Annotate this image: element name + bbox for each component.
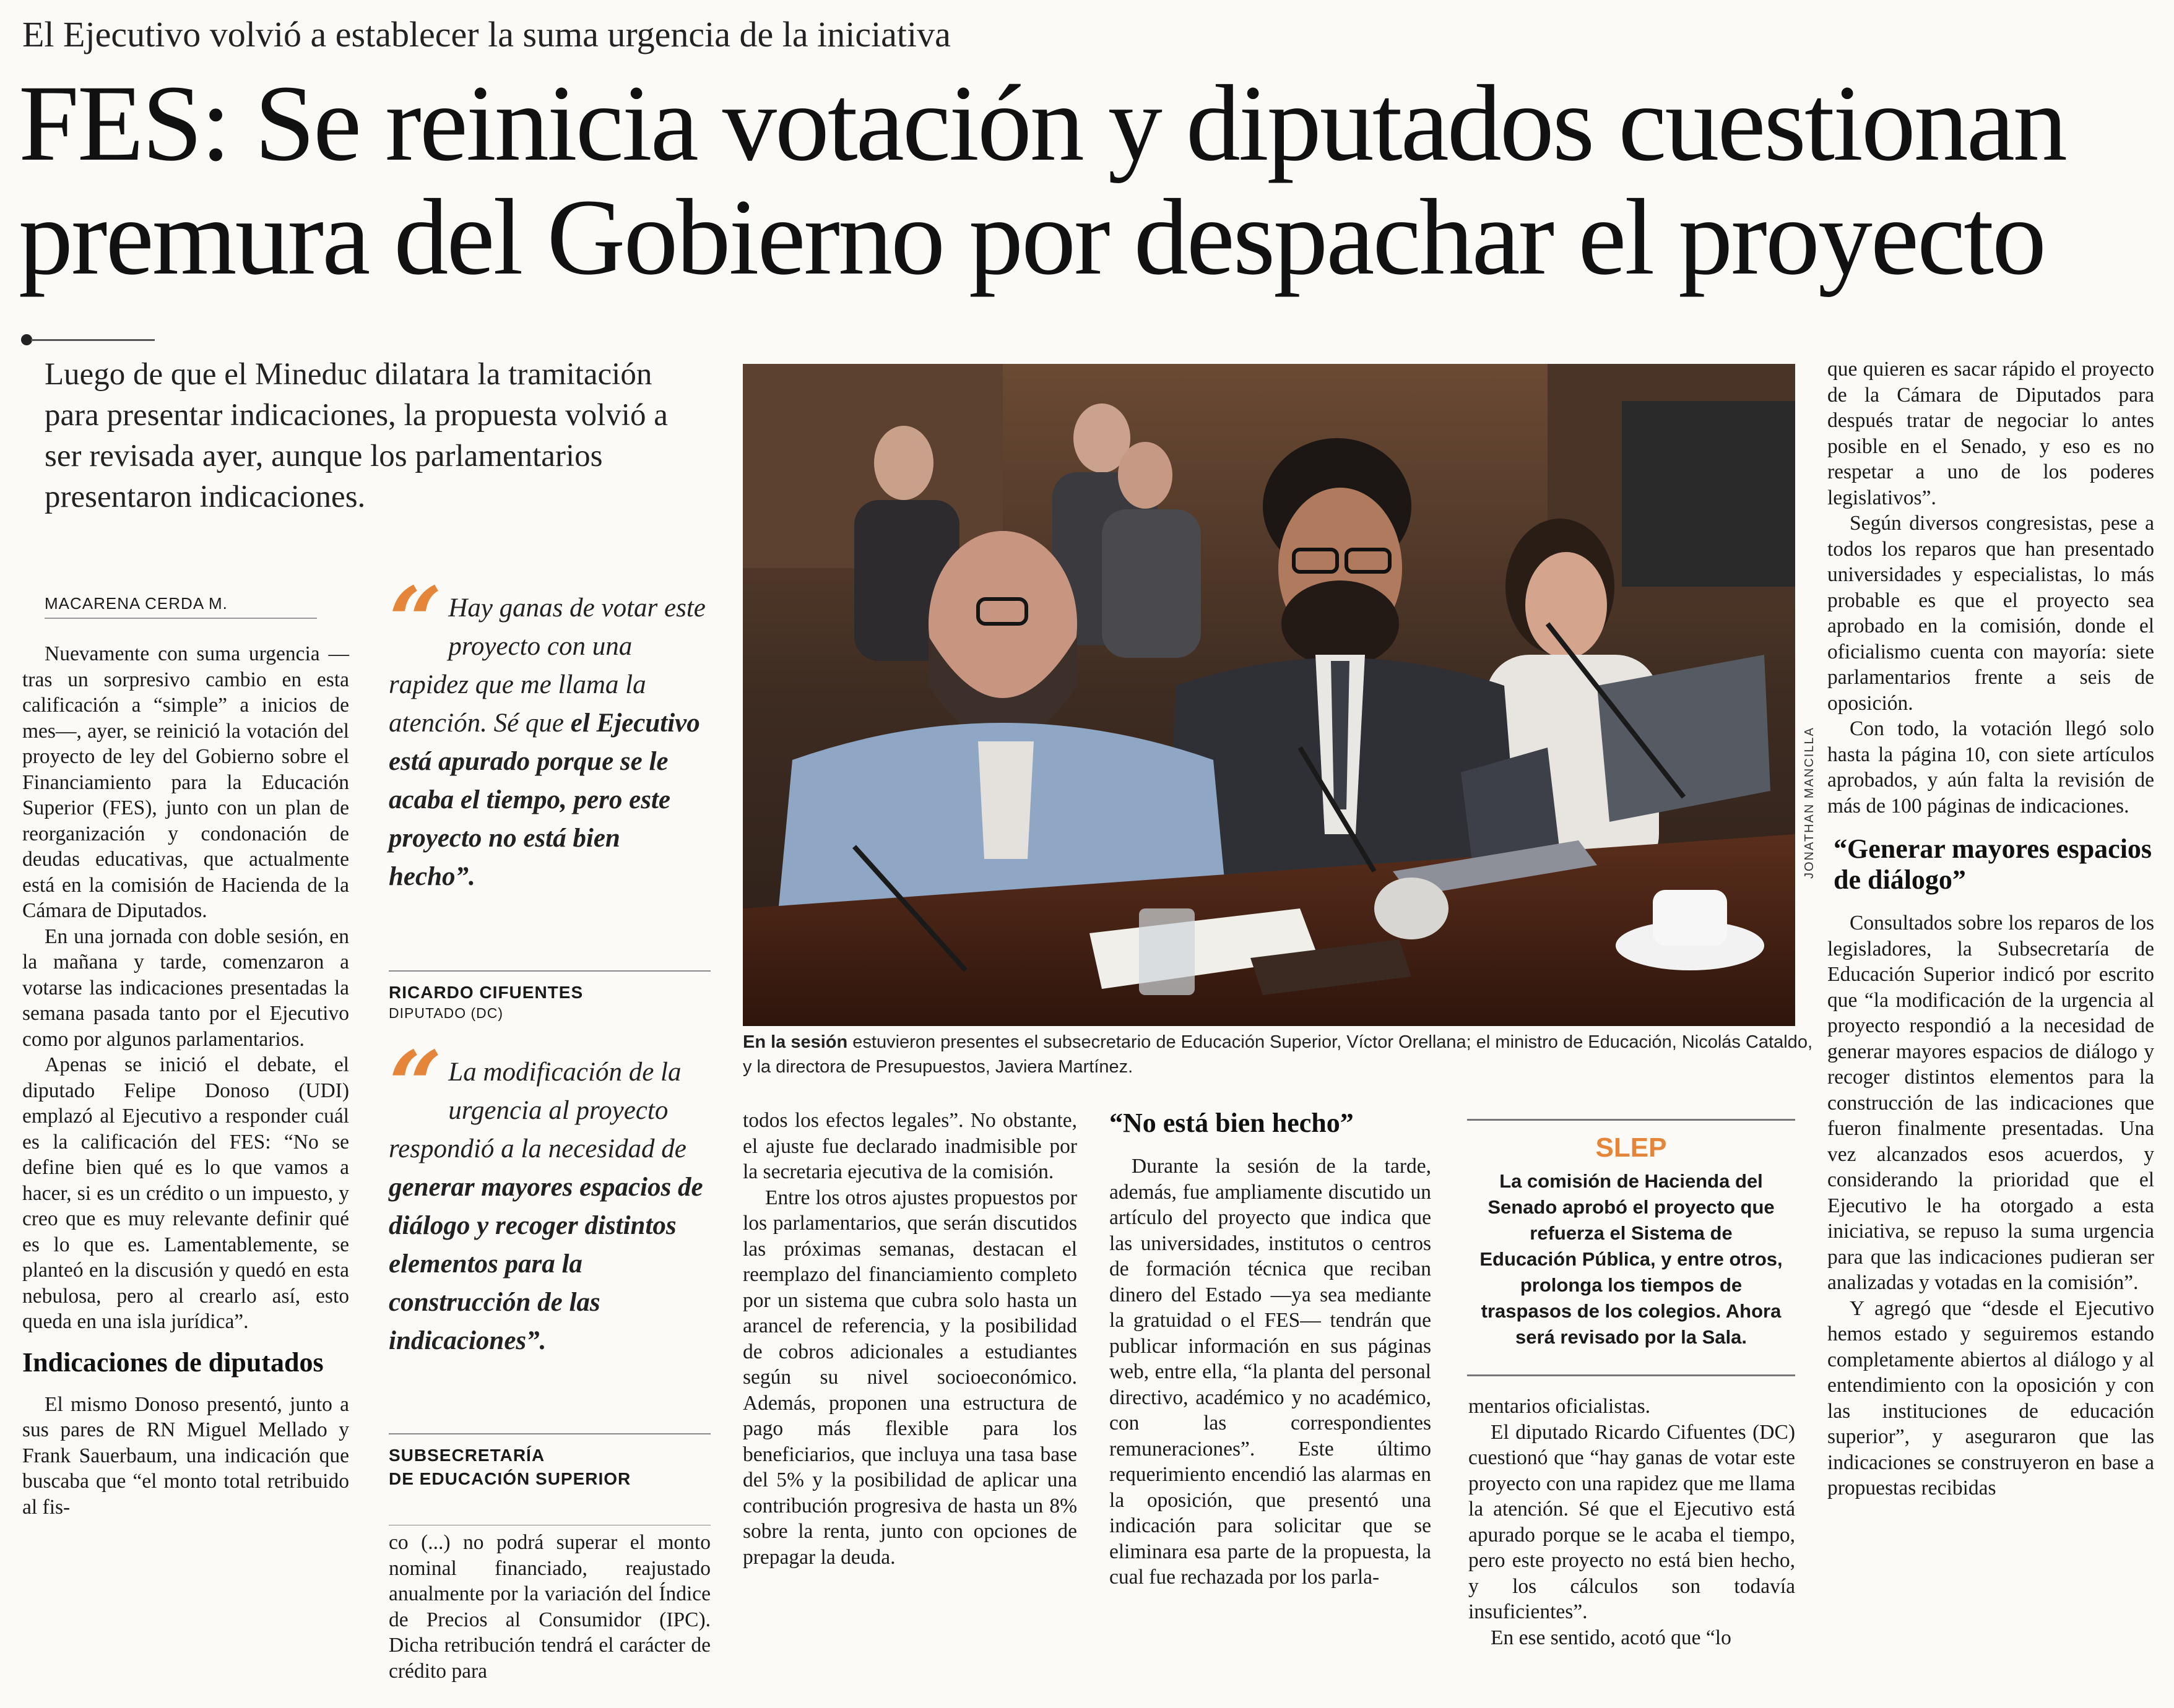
headline-line-1: FES: Se reinicia votación y diputados cuestionan (19, 63, 2066, 184)
column-2-bottom (389, 1530, 711, 1684)
quote-mark-icon: “ (389, 1031, 443, 1140)
news-photo (743, 364, 1795, 1026)
pull-quote-2-role: DE EDUCACIÓN SUPERIOR (389, 1469, 631, 1488)
slep-text: La comisión de Hacienda del Senado aprobó el proyecto que refuerza el Sistema de Educación Pública, y entre otros, prolonga los tiempos de traspasos de los colegios. Ahora será revisado por la Sala. (1479, 1170, 1783, 1348)
quote-mark-icon: “ (389, 567, 443, 676)
pull-quote-2-text (389, 1031, 711, 1360)
column-3 (743, 1108, 1077, 1570)
col4-paragraph-1: Durante la sesión de la tarde, además, fue ampliamente discutido un artículo del proyecto que indica que las universidades, institutos o centros de formación técnica que reciban dinero del Estado —ya sea mediante la gratuidad o el FES— tendrán que publicar información en sus páginas web, entre ella, “la planta del personal directivo, académico y no académico, con las correspondientes remuneraciones”. Este último requerimiento encendió las alarmas en la oposición, que presentó una indicación para solicitar que se eliminara esa parte de la propuesta, la cual fue rechazada por los parla- (1109, 1155, 1431, 1589)
col1-subhead: Indicaciones de diputados (22, 1347, 324, 1378)
col4-subhead: “No está bien hecho” (1109, 1108, 1354, 1138)
col5-paragraph-2: El diputado Ricardo Cifuentes (DC) cuestionó que “hay ganas de votar este proyecto con una rapidez que me llama la atención. Sé que el Ejecutivo está apurado porque se le acaba el tiempo, pero este proyecto no está bien hecho, y los cálculos son todavía insuficientes”. (1468, 1420, 1795, 1623)
pull-quote-1-text (389, 567, 711, 896)
pull-quote-2-author: SUBSECRETARÍA (389, 1446, 545, 1465)
lead-paragraph: Luego de que el Mineduc dilatara la tramitación para presentar indicaciones, la propuesta volvió a ser revisada ayer, aunque los parlamentarios presentaron indicaciones. (45, 357, 668, 514)
pull-quote-2-rule (389, 1433, 711, 1434)
column-1 (22, 641, 349, 1520)
col6-paragraph-5: Y agregó que “desde el Ejecutivo hemos estado y seguiremos estando completamente abiertos al diálogo y al entendimiento con la oposición y con las instituciones de educación superior”, y aseguraron que las indicaciones se construyeron en base a propuestas recibidas (1827, 1296, 2154, 1499)
pull-quote-1-plain: Hay ganas de votar este proyecto con una rapidez que me llama la atención. Sé que (389, 593, 706, 738)
headline-line-2: premura del Gobierno por despachar el proyecto (19, 177, 2045, 298)
column-6 (1827, 356, 2154, 1501)
photo-caption (743, 1030, 1814, 1079)
col5-paragraph-1: mentarios oficialistas. (1468, 1395, 1650, 1418)
col1-paragraph-4: El mismo Donoso presentó, junto a sus pares de RN Miguel Mellado y Frank Sauerbaum, una indicación que buscaba que “el monto total retribuido al fis- (22, 1392, 349, 1519)
col4-body (1109, 1154, 1431, 1590)
byline: MACARENA CERDA M. (45, 594, 228, 613)
pull-quote-2 (389, 1031, 711, 1360)
col6-subhead: “Generar mayores espacios de diálogo” (1834, 834, 2152, 895)
col6-paragraph-4: Consultados sobre los reparos de los legisladores, la Subsecretaría de Educación Superior indicó por escrito que “la modificación de la urgencia al proyecto respondió a la necesidad de generar mayores espacios de diálogo y recoger distintos elementos para la construcción de las indicaciones que fueron finalmente presentadas. Una vez alcanzados esos acuerdos, y considerando la prioridad que el Ejecutivo le ha otorgado a esta iniciativa, se repuso la suma urgencia para que las indicaciones pudieran ser analizadas y votadas en la comisión”. (1827, 912, 2154, 1294)
kicker: El Ejecutivo volvió a establecer la suma urgencia de la iniciativa (22, 14, 951, 54)
col1-paragraph-3: Apenas se inició el debate, el diputado Felipe Donoso (UDI) emplazó al Ejecutivo a responder cuál es la calificación del FES: “No se define bien qué es lo que vamos a hacer, si es un crédito o un impuesto, y creo que es muy relevante definir qué es lo que es. Lamentablemente, se planteó en la discusión y quedó en esta nebulosa, pero al crearlo así, esto queda en una isla jurídica”. (22, 1053, 349, 1333)
pull-quote-1-bold: el Ejecutivo está apurado porque se le acaba el tiempo, pero este proyecto no está bien hecho”. (389, 709, 700, 891)
col3-paragraph-2: Entre los otros ajustes propuestos por los parlamentarios, que serán discutidos las próximas semanas, destacan el reemplazo del financiamiento completo por un sistema que cubra solo hasta un arancel de referencia, y la posibilidad de cobros adicionales a estudiantes según su nivel socioeconómico. Además, proponen una estructura de pago más flexible para los beneficiarios, que incluya una tasa base del 5% y la posibilidad de aplicar una contribución progresiva de hasta un 8% sobre la renta, junto con opciones de prepagar la deuda. (743, 1186, 1077, 1569)
col1-paragraph-1: Nuevamente con suma urgencia —tras un sorpresivo cambio en esta calificación a “simple” a inicios de mes—, ayer, se reinició la votación del proyecto de ley del Gobierno sobre el Financiamiento para la Educación Superior (FES), junto con un plan de reorganización y condonación de deudas educativas, que actualmente está en la comisión de Hacienda de la Cámara de Diputados. (22, 642, 349, 922)
col1-paragraph-2: En una jornada con doble sesión, en la mañana y tarde, comenzaron a votarse las indicaciones presentadas la semana pasada tanto por el Ejecutivo como por algunos parlamentarios. (22, 925, 349, 1051)
pull-quote-1-author: RICARDO CIFUENTES (389, 983, 584, 1002)
col6-paragraph-2: Según diversos congresistas, pese a todos los reparos que han presentado universidades y especialistas, lo más probable es que el proyecto sea aprobado en la comisión, donde el oficialismo cuenta con mayoría: siete parlamentarios frente a seis de oposición. (1827, 512, 2154, 715)
photo-illustration (743, 364, 1795, 1026)
headline (19, 63, 2160, 298)
pull-quote-2-plain: La modificación de la urgencia al proyecto respondió a la necesidad de (389, 1058, 686, 1163)
col6-paragraph-3: Con todo, la votación llegó solo hasta la página 10, con siete artículos aprobados, y aún falta la revisión de más de 100 páginas de indicaciones. (1827, 717, 2154, 817)
photo-caption-text: estuvieron presentes el subsecretario de Educación Superior, Víctor Orellana; el ministro de Educación, Nicolás Cataldo, y la directora de Presupuestos, Javiera Martínez. (743, 1032, 1812, 1077)
pull-quote-1 (389, 567, 711, 896)
column-5 (1468, 1394, 1795, 1650)
pull-quote-1-rule (389, 970, 711, 972)
byline-rule (45, 618, 317, 619)
section-rule (31, 339, 155, 341)
col3-paragraph-1: todos los efectos legales”. No obstante, el ajuste fue declarado inadmisible por la secretaria ejecutiva de la comisión. (743, 1109, 1077, 1183)
column-4 (1109, 1108, 1431, 1590)
slep-title: SLEP (1595, 1132, 1667, 1163)
photo-credit: JONATHAN MANCILLA (1803, 727, 1816, 879)
col6-body-bottom (1827, 910, 2154, 1501)
col6-body-top (1827, 356, 2154, 819)
pull-quote-1-role: DIPUTADO (DC) (389, 1005, 504, 1021)
col6-paragraph-1: que quieren es sacar rápido el proyecto de la Cámara de Diputados para después tratar de negociar lo antes posible en el Senado, y eso es no respetar a uno de los poderes legislativos”. (1827, 358, 2154, 509)
col5-paragraph-3: En ese sentido, acotó que “lo (1491, 1626, 1731, 1649)
col2-paragraph: co (...) no podrá superar el monto nominal financiado, reajustado anualmente por la variación del Índice de Precios al Consumidor (IPC). Dicha retribución tendrá el carácter de crédito para (389, 1531, 711, 1683)
pull-quote-2-bold: generar mayores espacios de diálogo y recoger distintos elementos para la construcción de las indicaciones”. (389, 1173, 703, 1355)
photo-caption-lead: En la sesión (743, 1032, 848, 1052)
